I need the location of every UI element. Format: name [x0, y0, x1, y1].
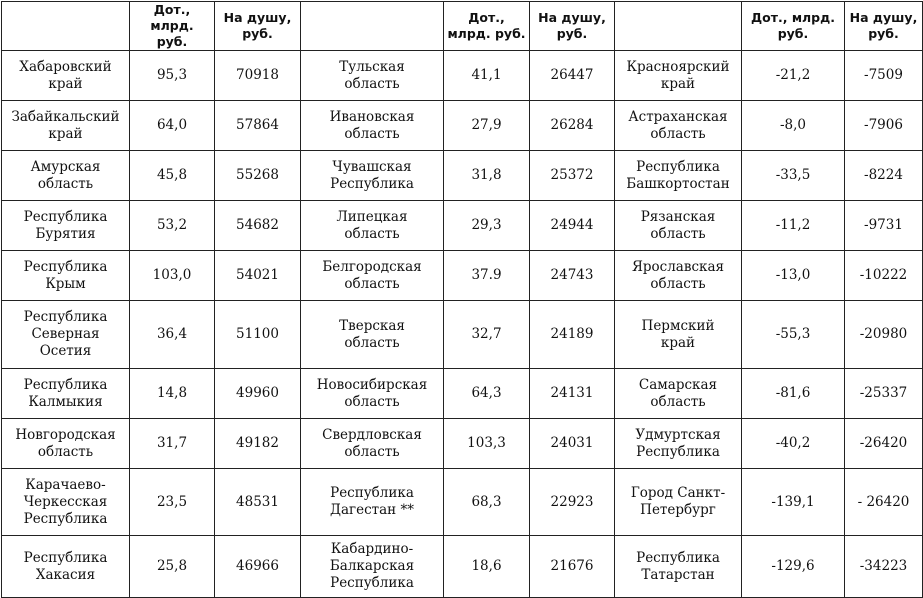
region-cell: Удмуртская Республика — [615, 419, 742, 469]
region-cell: Республика Дагестан ** — [301, 469, 444, 536]
subsidy-cell: 23,5 — [130, 469, 215, 536]
subsidy-cell: 27,9 — [444, 101, 530, 151]
per-capita-cell: 24031 — [530, 419, 615, 469]
subsidy-cell: 68,3 — [444, 469, 530, 536]
subsidy-cell: -55,3 — [742, 301, 845, 369]
subsidy-cell: 29,3 — [444, 201, 530, 251]
per-capita-cell: 24131 — [530, 369, 615, 419]
header-cell-per-capita-1: На душу, руб. — [215, 2, 301, 51]
subsidy-cell: -33,5 — [742, 151, 845, 201]
subsidy-cell: 41,1 — [444, 51, 530, 101]
table-row — [2, 51, 923, 101]
header-cell-subsidy-3: Дот., млрд. руб. — [742, 2, 845, 51]
region-cell: Астраханская область — [615, 101, 742, 151]
per-capita-cell: 22923 — [530, 469, 615, 536]
table-row — [2, 536, 923, 598]
region-cell: Республика Татарстан — [615, 536, 742, 598]
subsidy-cell: -81,6 — [742, 369, 845, 419]
region-cell: Кабардино- Балкарская Республика — [301, 536, 444, 598]
subsidy-cell: 64,3 — [444, 369, 530, 419]
subsidies-table — [1, 1, 923, 598]
per-capita-cell: 24944 — [530, 201, 615, 251]
table-row — [2, 151, 923, 201]
per-capita-cell: 70918 — [215, 51, 301, 101]
header-cell-region-2 — [301, 2, 444, 51]
subsidy-cell: -139,1 — [742, 469, 845, 536]
table-row — [2, 101, 923, 151]
subsidy-cell: 45,8 — [130, 151, 215, 201]
subsidy-cell: -11,2 — [742, 201, 845, 251]
per-capita-cell: -34223 — [845, 536, 923, 598]
subsidy-cell: -21,2 — [742, 51, 845, 101]
per-capita-cell: 54682 — [215, 201, 301, 251]
region-cell: Республика Северная Осетия — [2, 301, 130, 369]
per-capita-cell: 55268 — [215, 151, 301, 201]
region-cell: Тульская область — [301, 51, 444, 101]
region-cell: Ивановская область — [301, 101, 444, 151]
per-capita-cell: 26284 — [530, 101, 615, 151]
header-cell-subsidy-1: Дот., млрд. руб. — [130, 2, 215, 51]
region-cell: Хабаровский край — [2, 51, 130, 101]
header-cell-per-capita-3: На душу, руб. — [845, 2, 923, 51]
table-row — [2, 201, 923, 251]
subsidy-cell: 31,7 — [130, 419, 215, 469]
per-capita-cell: 57864 — [215, 101, 301, 151]
region-cell: Республика Башкортостан — [615, 151, 742, 201]
header-cell-subsidy-2: Дот., млрд. руб. — [444, 2, 530, 51]
table-row — [2, 251, 923, 301]
per-capita-cell: -8224 — [845, 151, 923, 201]
region-cell: Новосибирская область — [301, 369, 444, 419]
subsidy-cell: 25,8 — [130, 536, 215, 598]
region-cell: Город Санкт- Петербург — [615, 469, 742, 536]
subsidy-cell: 103,3 — [444, 419, 530, 469]
subsidy-cell: 14,8 — [130, 369, 215, 419]
subsidy-cell: 64,0 — [130, 101, 215, 151]
region-cell: Липецкая область — [301, 201, 444, 251]
region-cell: Амурская область — [2, 151, 130, 201]
subsidy-cell: 95,3 — [130, 51, 215, 101]
subsidy-cell: 103,0 — [130, 251, 215, 301]
per-capita-cell: 48531 — [215, 469, 301, 536]
per-capita-cell: 49182 — [215, 419, 301, 469]
header-row — [2, 2, 923, 51]
per-capita-cell: 51100 — [215, 301, 301, 369]
per-capita-cell: 26447 — [530, 51, 615, 101]
header-cell-per-capita-2: На душу, руб. — [530, 2, 615, 51]
region-cell: Свердловская область — [301, 419, 444, 469]
region-cell: Белгородская область — [301, 251, 444, 301]
header-cell-region-1 — [2, 2, 130, 51]
per-capita-cell: -7906 — [845, 101, 923, 151]
per-capita-cell: 21676 — [530, 536, 615, 598]
region-cell: Самарская область — [615, 369, 742, 419]
subsidy-cell: 18,6 — [444, 536, 530, 598]
per-capita-cell: -20980 — [845, 301, 923, 369]
per-capita-cell: -10222 — [845, 251, 923, 301]
subsidy-cell: 53,2 — [130, 201, 215, 251]
region-cell: Красноярский край — [615, 51, 742, 101]
per-capita-cell: -7509 — [845, 51, 923, 101]
per-capita-cell: -26420 — [845, 419, 923, 469]
region-cell: Республика Крым — [2, 251, 130, 301]
subsidy-cell: -8,0 — [742, 101, 845, 151]
region-cell: Ярославская область — [615, 251, 742, 301]
subsidy-cell: 37.9 — [444, 251, 530, 301]
region-cell: Республика Хакасия — [2, 536, 130, 598]
region-cell: Тверская область — [301, 301, 444, 369]
per-capita-cell: 24743 — [530, 251, 615, 301]
region-cell: Республика Бурятия — [2, 201, 130, 251]
subsidy-cell: -13,0 — [742, 251, 845, 301]
per-capita-cell: 24189 — [530, 301, 615, 369]
per-capita-cell: - 26420 — [845, 469, 923, 536]
region-cell: Рязанская область — [615, 201, 742, 251]
subsidy-cell: -40,2 — [742, 419, 845, 469]
subsidy-cell: 32,7 — [444, 301, 530, 369]
per-capita-cell: -9731 — [845, 201, 923, 251]
region-cell: Чувашская Республика — [301, 151, 444, 201]
region-cell: Республика Калмыкия — [2, 369, 130, 419]
per-capita-cell: 25372 — [530, 151, 615, 201]
region-cell: Пермский край — [615, 301, 742, 369]
table-row — [2, 301, 923, 369]
per-capita-cell: 46966 — [215, 536, 301, 598]
table-row — [2, 419, 923, 469]
per-capita-cell: -25337 — [845, 369, 923, 419]
header-cell-region-3 — [615, 2, 742, 51]
subsidy-cell: 31,8 — [444, 151, 530, 201]
region-cell: Новгородская область — [2, 419, 130, 469]
subsidy-cell: -129,6 — [742, 536, 845, 598]
region-cell: Карачаево- Черкесская Республика — [2, 469, 130, 536]
per-capita-cell: 54021 — [215, 251, 301, 301]
table-row — [2, 469, 923, 536]
table-row — [2, 369, 923, 419]
subsidy-cell: 36,4 — [130, 301, 215, 369]
per-capita-cell: 49960 — [215, 369, 301, 419]
region-cell: Забайкальский край — [2, 101, 130, 151]
